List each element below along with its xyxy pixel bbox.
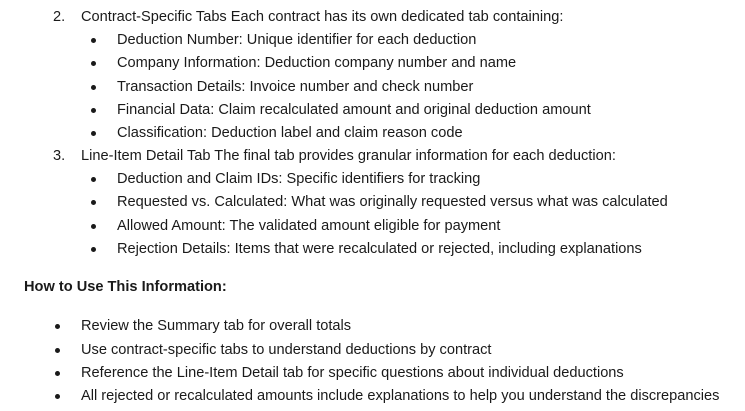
bullet-icon (91, 61, 96, 66)
bullet-icon (91, 224, 96, 229)
bullet-text: Company Information: Deduction company number and name (117, 55, 517, 71)
list-number: 3. (53, 148, 66, 164)
bullet-text: Requested vs. Calculated: What was originally requested versus what was calculated (117, 194, 668, 210)
bullet-icon (91, 200, 96, 205)
bullet-text: Use contract-specific tabs to understand deductions by contract (81, 342, 492, 358)
list-item-text: Contract-Specific Tabs Each contract has its own dedicated tab containing: (81, 9, 564, 25)
bullet-text: Deduction and Claim IDs: Specific identifiers for tracking (117, 171, 481, 187)
bullet-icon (91, 247, 96, 252)
bullet-icon (91, 85, 96, 90)
list-number: 2. (53, 9, 66, 25)
bullet-text: Transaction Details: Invoice number and check number (117, 79, 474, 95)
list-item-text: Line-Item Detail Tab The final tab provides granular information for each deduction: (81, 148, 616, 164)
bullet-text: Rejection Details: Items that were recalculated or rejected, including explanations (117, 241, 642, 257)
bullet-text: Classification: Deduction label and claim reason code (117, 125, 463, 141)
bullet-text: Review the Summary tab for overall totals (81, 318, 352, 334)
bullet-text: Financial Data: Claim recalculated amount and original deduction amount (117, 102, 591, 118)
bullet-text: Reference the Line-Item Detail tab for specific questions about individual deductions (81, 365, 624, 381)
bullet-icon (55, 348, 60, 353)
section-heading: How to Use This Information: (24, 279, 227, 295)
bullet-icon (55, 371, 60, 376)
bullet-text: Deduction Number: Unique identifier for each deduction (117, 32, 477, 48)
bullet-icon (91, 131, 96, 136)
bullet-text: Allowed Amount: The validated amount eligible for payment (117, 218, 501, 234)
bullet-icon (55, 394, 60, 399)
bullet-icon (91, 108, 96, 113)
bullet-text: All rejected or recalculated amounts include explanations to help you understand the discrepancies (81, 388, 720, 404)
bullet-icon (91, 38, 96, 43)
bullet-icon (55, 324, 60, 329)
bullet-icon (91, 177, 96, 182)
